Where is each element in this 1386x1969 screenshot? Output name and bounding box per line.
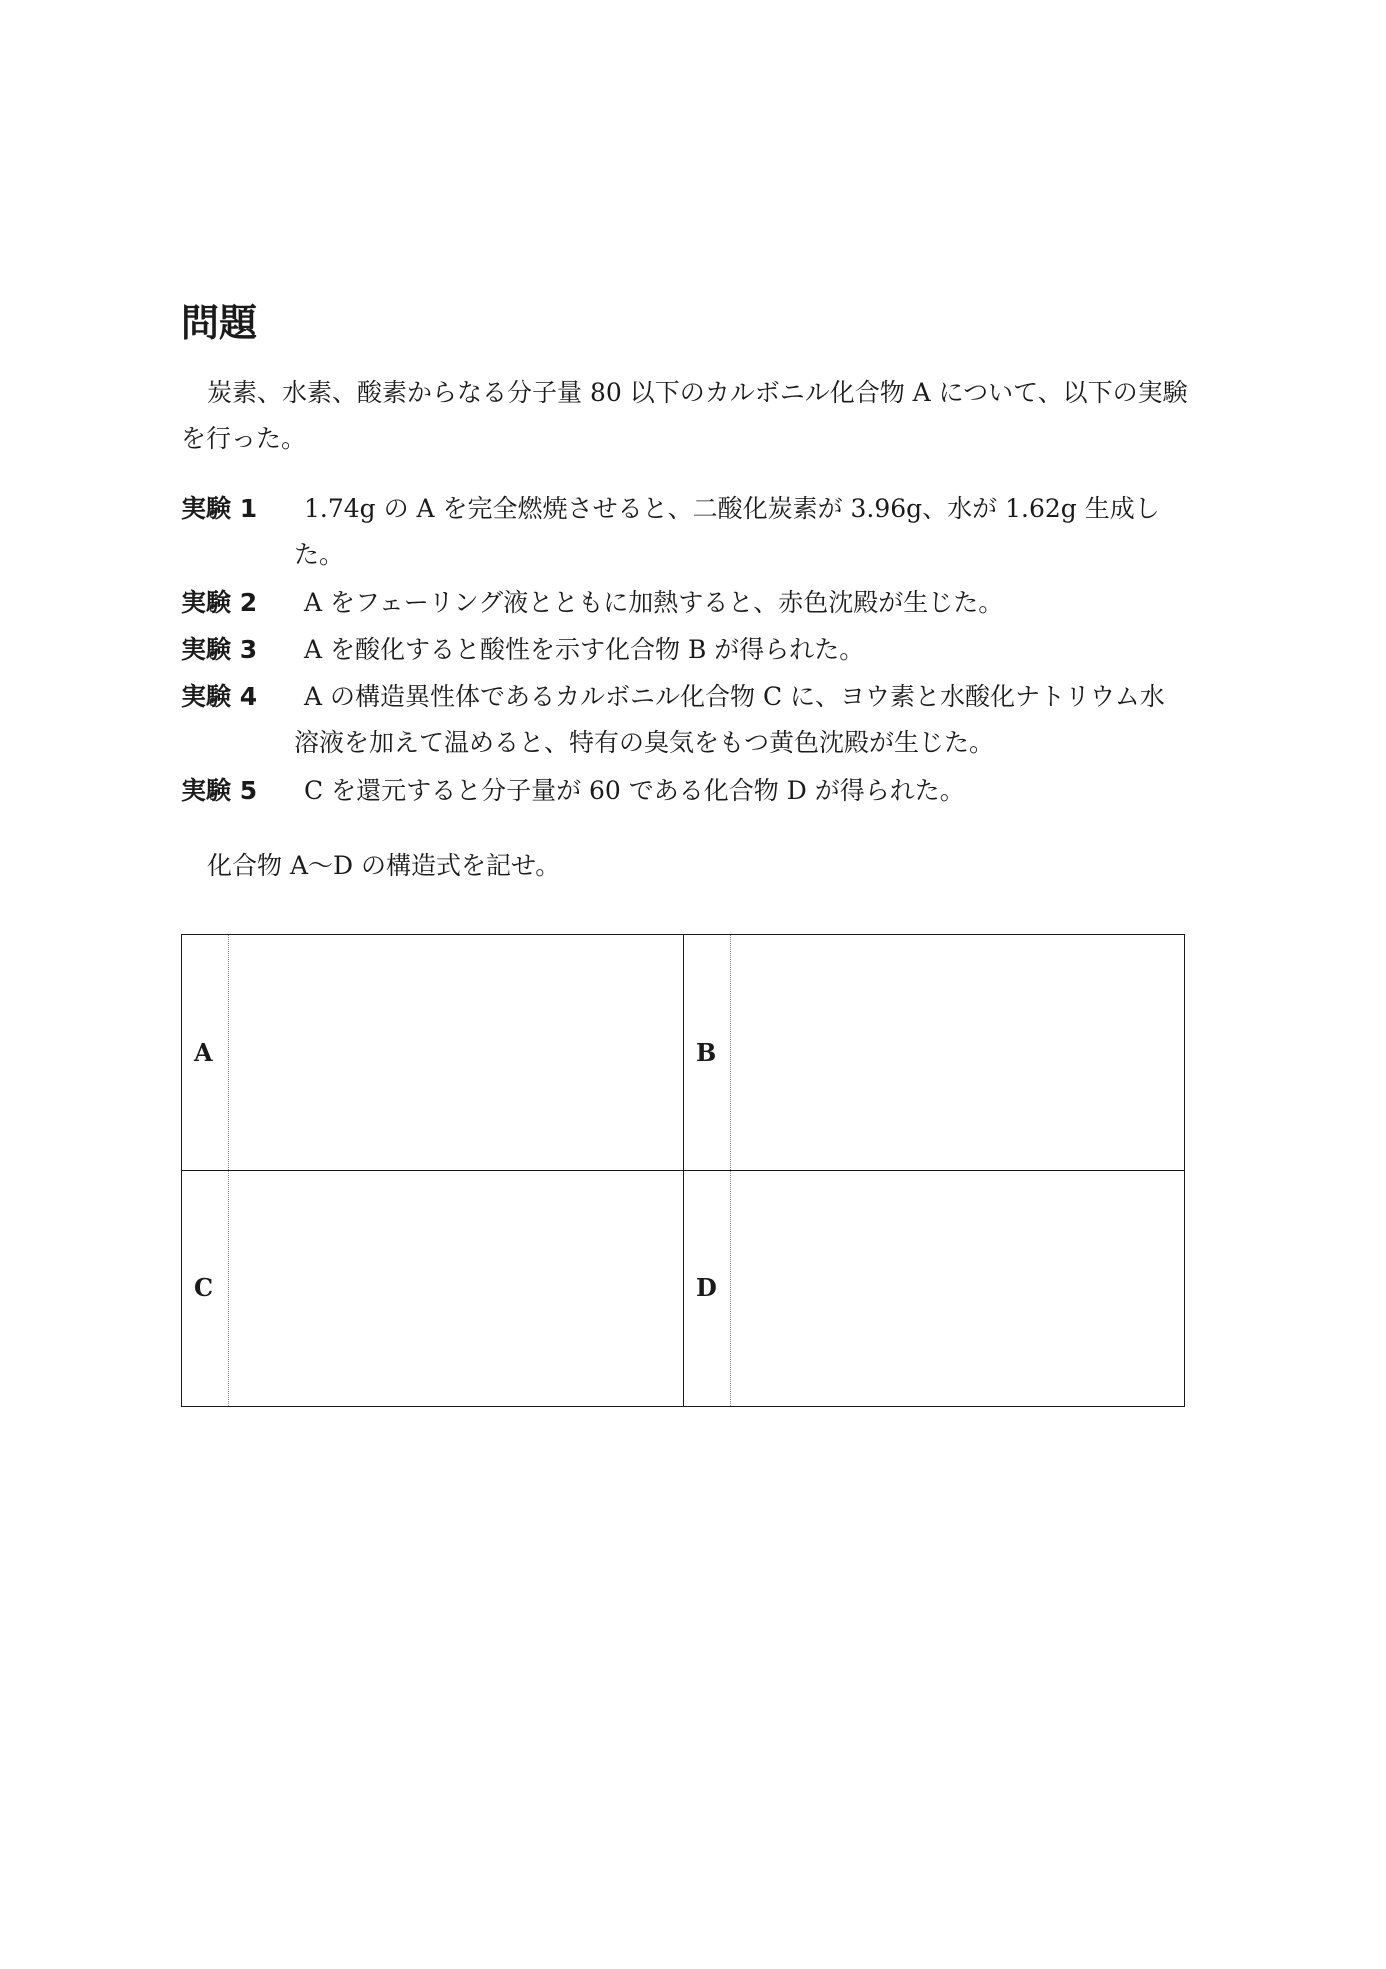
answer-area-d[interactable] bbox=[732, 1172, 1184, 1406]
experiment-label: 実験 4 bbox=[181, 682, 258, 711]
experiment-label: 実験 5 bbox=[181, 776, 258, 805]
answer-cell-label-c: C bbox=[194, 1273, 214, 1302]
label-column-separator bbox=[228, 935, 229, 1406]
experiment-text: A の構造異性体であるカルボニル化合物 C に、ヨウ素と水酸化ナトリウム水溶液を加えて温めると、特有の臭気をもつ黄色沈殿が生じた。 bbox=[294, 682, 1165, 757]
problem-title: 問題 bbox=[181, 301, 258, 345]
answer-cell-label-b: B bbox=[696, 1038, 717, 1067]
answer-table bbox=[181, 934, 1185, 1407]
experiment-text: C を還元すると分子量が 60 である化合物 D が得られた。 bbox=[304, 776, 965, 805]
experiment-label: 実験 2 bbox=[181, 588, 258, 617]
experiment-label: 実験 3 bbox=[181, 635, 258, 664]
answer-area-c[interactable] bbox=[230, 1172, 682, 1406]
problem-intro: 炭素、水素、酸素からなる分子量 80 以下のカルボニル化合物 A について、以下の実験を行った。 bbox=[181, 378, 1188, 453]
problem-prompt: 化合物 A〜D の構造式を記せ。 bbox=[207, 851, 561, 880]
experiment-text: 1.74g の A を完全燃焼させると、二酸化炭素が 3.96g、水が 1.62g 生成した。 bbox=[294, 494, 1160, 569]
answer-cell-label-a: A bbox=[194, 1038, 213, 1067]
answer-cell-label-d: D bbox=[696, 1273, 717, 1302]
experiment-text: A を酸化すると酸性を示す化合物 B が得られた。 bbox=[304, 635, 865, 664]
experiment-label: 実験 1 bbox=[181, 494, 258, 523]
table-column-divider bbox=[683, 935, 684, 1406]
answer-area-a[interactable] bbox=[230, 935, 682, 1169]
label-column-separator bbox=[730, 935, 731, 1406]
experiment-text: A をフェーリング液とともに加熱すると、赤色沈殿が生じた。 bbox=[304, 588, 1004, 617]
answer-area-b[interactable] bbox=[732, 935, 1184, 1169]
